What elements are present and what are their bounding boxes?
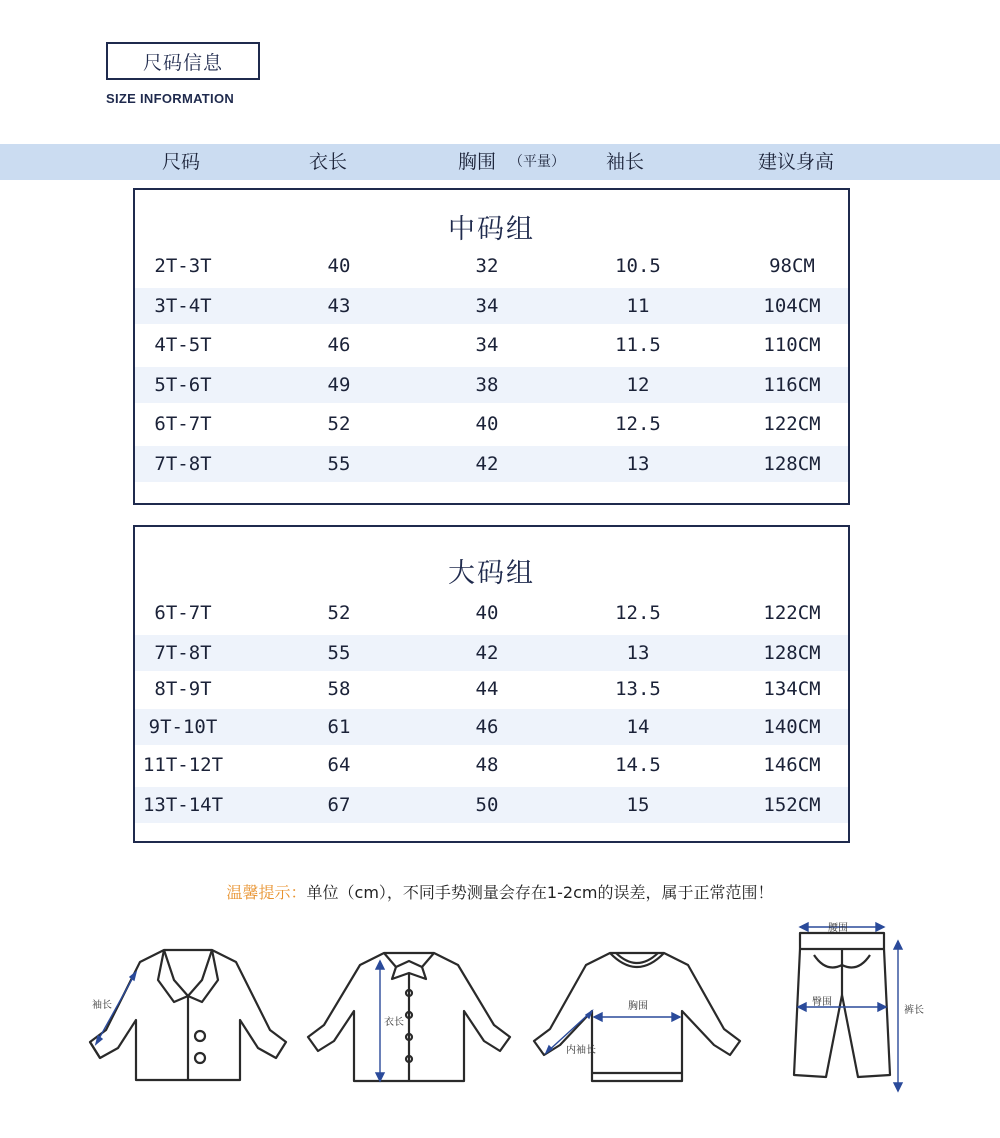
cell-length: 52 xyxy=(327,413,351,435)
cell-sleeve: 10.5 xyxy=(615,255,661,277)
cell-length: 55 xyxy=(327,642,351,664)
cell-length: 52 xyxy=(327,602,351,624)
cell-height: 104CM xyxy=(763,295,821,317)
col-size: 尺码 xyxy=(161,151,201,173)
table-row xyxy=(135,671,848,707)
cell-sleeve: 11.5 xyxy=(615,334,661,356)
table-row xyxy=(135,406,848,442)
cell-height: 152CM xyxy=(763,794,821,816)
group-title: 大码组 xyxy=(448,558,535,589)
table-row xyxy=(135,787,848,823)
table-row xyxy=(135,367,848,403)
cell-height: 140CM xyxy=(763,716,821,738)
cell-sleeve: 12 xyxy=(626,374,650,396)
label-length: 衣长 xyxy=(384,1017,404,1028)
cell-chest: 40 xyxy=(475,413,499,435)
table-row xyxy=(135,446,848,482)
cell-length: 64 xyxy=(327,754,351,776)
col-chest-note: （平量） xyxy=(509,154,565,170)
table-row xyxy=(135,709,848,745)
label-chest: 胸围 xyxy=(628,1001,648,1012)
label-inner-sleeve: 内袖长 xyxy=(566,1045,596,1056)
table-row xyxy=(135,635,848,671)
col-height: 建议身高 xyxy=(757,151,835,173)
cell-chest: 50 xyxy=(475,794,499,816)
col-sleeve: 袖长 xyxy=(605,151,645,173)
cell-size: 8T-9T xyxy=(154,678,212,700)
cell-chest: 34 xyxy=(475,334,499,356)
cell-sleeve: 14 xyxy=(626,716,650,738)
column-header-band xyxy=(0,144,1000,180)
measurement-tip xyxy=(0,880,1000,903)
col-chest: 胸围 xyxy=(457,151,497,173)
shirt-diagram xyxy=(304,945,514,1090)
cell-length: 40 xyxy=(327,255,351,277)
sweater-diagram xyxy=(530,945,744,1095)
table-row xyxy=(135,327,848,363)
cell-sleeve: 13 xyxy=(626,453,650,475)
cell-length: 58 xyxy=(327,678,351,700)
cell-sleeve: 12.5 xyxy=(615,413,661,435)
cell-length: 55 xyxy=(327,453,351,475)
cell-chest: 38 xyxy=(475,374,499,396)
cell-height: 128CM xyxy=(763,642,821,664)
cell-height: 122CM xyxy=(763,413,821,435)
group-title: 中码组 xyxy=(448,214,535,245)
cell-size: 11T-12T xyxy=(142,754,224,776)
cell-length: 61 xyxy=(327,716,351,738)
tip-text: 单位（cm），不同手势测量会存在1-2cm的误差，属于正常范围！ xyxy=(306,883,774,902)
cell-size: 9T-10T xyxy=(148,716,218,738)
cell-height: 134CM xyxy=(763,678,821,700)
cell-length: 49 xyxy=(327,374,351,396)
cell-height: 122CM xyxy=(763,602,821,624)
cell-height: 98CM xyxy=(769,255,815,277)
cell-size: 6T-7T xyxy=(154,413,212,435)
cell-chest: 32 xyxy=(475,255,499,277)
table-row xyxy=(135,747,848,783)
cell-size: 2T-3T xyxy=(154,255,212,277)
table-row xyxy=(135,248,848,284)
cell-sleeve: 12.5 xyxy=(615,602,661,624)
cell-size: 3T-4T xyxy=(154,295,212,317)
cell-chest: 48 xyxy=(475,754,499,776)
col-length: 衣长 xyxy=(308,151,348,173)
cell-sleeve: 15 xyxy=(626,794,650,816)
cell-sleeve: 13 xyxy=(626,642,650,664)
tip-label: 温馨提示： xyxy=(226,883,307,902)
label-waist: 腰围 xyxy=(828,923,848,934)
cell-size: 7T-8T xyxy=(154,453,212,475)
size-info-badge: 尺码信息 xyxy=(106,42,260,80)
cell-chest: 44 xyxy=(475,678,499,700)
cell-length: 43 xyxy=(327,295,351,317)
label-pants-length: 裤长 xyxy=(904,1005,924,1016)
cell-size: 6T-7T xyxy=(154,602,212,624)
table-row xyxy=(135,595,848,631)
cell-chest: 34 xyxy=(475,295,499,317)
large-size-group xyxy=(133,525,850,843)
label-sleeve: 袖长 xyxy=(92,1000,112,1011)
cell-size: 4T-5T xyxy=(154,334,212,356)
coat-diagram xyxy=(78,940,294,1090)
label-hip: 臀围 xyxy=(812,997,832,1008)
cell-sleeve: 14.5 xyxy=(615,754,661,776)
cell-chest: 42 xyxy=(475,453,499,475)
cell-height: 128CM xyxy=(763,453,821,475)
cell-length: 46 xyxy=(327,334,351,356)
medium-size-group xyxy=(133,188,850,505)
cell-chest: 40 xyxy=(475,602,499,624)
cell-size: 7T-8T xyxy=(154,642,212,664)
pants-diagram xyxy=(786,915,926,1095)
cell-chest: 42 xyxy=(475,642,499,664)
cell-chest: 46 xyxy=(475,716,499,738)
size-info-subtitle: SIZE INFORMATION xyxy=(106,91,235,106)
cell-height: 146CM xyxy=(763,754,821,776)
cell-length: 67 xyxy=(327,794,351,816)
cell-sleeve: 11 xyxy=(626,295,650,317)
cell-size: 13T-14T xyxy=(142,794,224,816)
cell-height: 116CM xyxy=(763,374,821,396)
cell-sleeve: 13.5 xyxy=(615,678,661,700)
table-row xyxy=(135,288,848,324)
cell-size: 5T-6T xyxy=(154,374,212,396)
cell-height: 110CM xyxy=(763,334,821,356)
